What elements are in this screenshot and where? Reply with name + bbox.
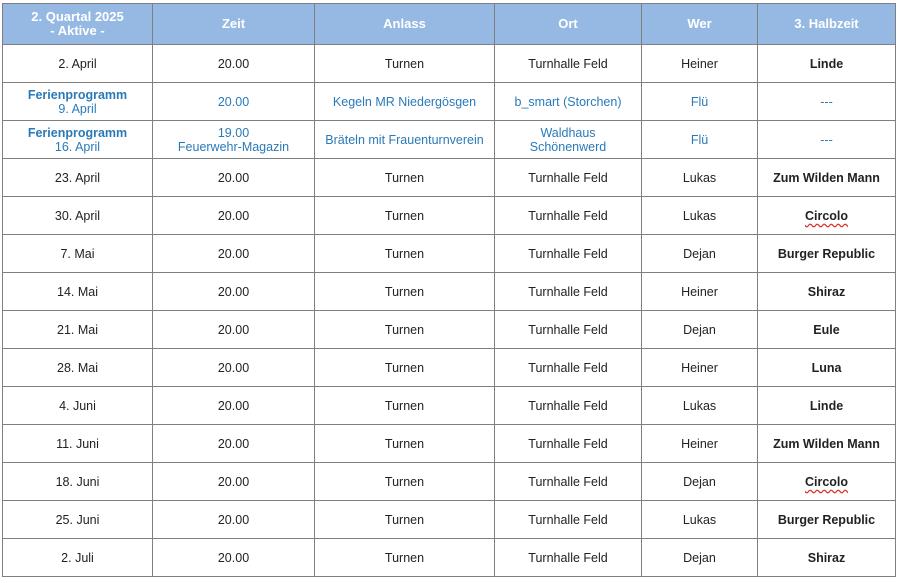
cell-halbzeit: Linde bbox=[758, 387, 896, 425]
schedule-table bbox=[2, 3, 896, 577]
cell-wer: Heiner bbox=[642, 425, 758, 463]
special-ort-line2: Schönenwerd bbox=[529, 139, 607, 154]
cell-zeit: 20.00 bbox=[153, 45, 315, 83]
cell-halbzeit bbox=[758, 463, 896, 501]
table-row bbox=[3, 311, 896, 349]
cell-wer: Flü bbox=[642, 83, 758, 121]
cell-wer: Heiner bbox=[642, 45, 758, 83]
cell-ort: Turnhalle Feld bbox=[495, 539, 642, 577]
cell-anlass: Turnen bbox=[315, 425, 495, 463]
cell-halbzeit: Shiraz bbox=[758, 273, 896, 311]
special-zeit: 19.00 bbox=[217, 125, 250, 140]
cell-zeit: 20.00 bbox=[153, 159, 315, 197]
cell-date: 23. April bbox=[3, 159, 153, 197]
cell-wer: Flü bbox=[642, 121, 758, 159]
cell-anlass: Kegeln MR Niedergösgen bbox=[315, 83, 495, 121]
ferienprogramm-label: Ferienprogramm bbox=[27, 87, 128, 102]
cell-anlass: Turnen bbox=[315, 387, 495, 425]
cell-date: 14. Mai bbox=[3, 273, 153, 311]
cell-halbzeit: --- bbox=[758, 121, 896, 159]
cell-ort: Turnhalle Feld bbox=[495, 463, 642, 501]
cell-date: 7. Mai bbox=[3, 235, 153, 273]
cell-wer: Dejan bbox=[642, 463, 758, 501]
cell-date: 21. Mai bbox=[3, 311, 153, 349]
cell-date: 18. Juni bbox=[3, 463, 153, 501]
cell-ort: Turnhalle Feld bbox=[495, 235, 642, 273]
cell-halbzeit: Shiraz bbox=[758, 539, 896, 577]
cell-wer: Lukas bbox=[642, 159, 758, 197]
cell-ort: Turnhalle Feld bbox=[495, 311, 642, 349]
cell-wer: Lukas bbox=[642, 501, 758, 539]
table-row bbox=[3, 235, 896, 273]
cell-anlass: Turnen bbox=[315, 501, 495, 539]
header-zeit: Zeit bbox=[153, 4, 315, 45]
cell-anlass: Turnen bbox=[315, 311, 495, 349]
table-row bbox=[3, 463, 896, 501]
cell-zeit: 20.00 bbox=[153, 425, 315, 463]
header-ort: Ort bbox=[495, 4, 642, 45]
cell-anlass: Turnen bbox=[315, 273, 495, 311]
table-row bbox=[3, 45, 896, 83]
header-quarter-subtitle: - Aktive - bbox=[50, 23, 105, 38]
cell-halbzeit: Zum Wilden Mann bbox=[758, 425, 896, 463]
header-quarter bbox=[3, 4, 153, 45]
cell-anlass: Turnen bbox=[315, 463, 495, 501]
table-row bbox=[3, 387, 896, 425]
cell-zeit: 20.00 bbox=[153, 349, 315, 387]
table-row-special bbox=[3, 121, 896, 159]
cell-ort: Turnhalle Feld bbox=[495, 425, 642, 463]
ferienprogramm-label: Ferienprogramm bbox=[27, 125, 128, 140]
cell-zeit bbox=[153, 121, 315, 159]
cell-anlass: Bräteln mit Frauenturnverein bbox=[315, 121, 495, 159]
cell-ort: Turnhalle Feld bbox=[495, 45, 642, 83]
cell-zeit: 20.00 bbox=[153, 387, 315, 425]
table-row bbox=[3, 425, 896, 463]
table-row bbox=[3, 501, 896, 539]
cell-zeit: 20.00 bbox=[153, 463, 315, 501]
cell-halbzeit: Zum Wilden Mann bbox=[758, 159, 896, 197]
header-wer: Wer bbox=[642, 4, 758, 45]
cell-zeit: 20.00 bbox=[153, 311, 315, 349]
cell-anlass: Turnen bbox=[315, 159, 495, 197]
header-quarter-title: 2. Quartal 2025 bbox=[31, 9, 124, 24]
cell-date bbox=[3, 121, 153, 159]
cell-date: 11. Juni bbox=[3, 425, 153, 463]
special-ort-line1: Waldhaus bbox=[540, 125, 596, 140]
cell-date bbox=[3, 83, 153, 121]
cell-anlass: Turnen bbox=[315, 197, 495, 235]
cell-anlass: Turnen bbox=[315, 349, 495, 387]
cell-wer: Heiner bbox=[642, 349, 758, 387]
table-row bbox=[3, 539, 896, 577]
cell-zeit: 20.00 bbox=[153, 197, 315, 235]
cell-date: 30. April bbox=[3, 197, 153, 235]
cell-zeit: 20.00 bbox=[153, 83, 315, 121]
cell-halbzeit: Eule bbox=[758, 311, 896, 349]
cell-wer: Lukas bbox=[642, 197, 758, 235]
cell-date: 25. Juni bbox=[3, 501, 153, 539]
header-halbzeit: 3. Halbzeit bbox=[758, 4, 896, 45]
cell-date: 2. Juli bbox=[3, 539, 153, 577]
cell-ort: Turnhalle Feld bbox=[495, 387, 642, 425]
halbzeit-name: Circolo bbox=[804, 474, 849, 489]
cell-zeit: 20.00 bbox=[153, 235, 315, 273]
cell-date: 2. April bbox=[3, 45, 153, 83]
cell-zeit: 20.00 bbox=[153, 501, 315, 539]
cell-halbzeit: --- bbox=[758, 83, 896, 121]
cell-ort: Turnhalle Feld bbox=[495, 197, 642, 235]
table-row bbox=[3, 273, 896, 311]
cell-ort: Turnhalle Feld bbox=[495, 349, 642, 387]
cell-anlass: Turnen bbox=[315, 235, 495, 273]
cell-ort: Turnhalle Feld bbox=[495, 159, 642, 197]
cell-wer: Heiner bbox=[642, 273, 758, 311]
cell-zeit: 20.00 bbox=[153, 273, 315, 311]
cell-ort bbox=[495, 121, 642, 159]
cell-ort: Turnhalle Feld bbox=[495, 273, 642, 311]
cell-halbzeit: Luna bbox=[758, 349, 896, 387]
cell-halbzeit: Linde bbox=[758, 45, 896, 83]
cell-anlass: Turnen bbox=[315, 45, 495, 83]
cell-date: 4. Juni bbox=[3, 387, 153, 425]
cell-wer: Lukas bbox=[642, 387, 758, 425]
table-row-special bbox=[3, 83, 896, 121]
cell-wer: Dejan bbox=[642, 235, 758, 273]
cell-wer: Dejan bbox=[642, 539, 758, 577]
table-row bbox=[3, 349, 896, 387]
cell-date: 28. Mai bbox=[3, 349, 153, 387]
table-row bbox=[3, 197, 896, 235]
cell-halbzeit: Burger Republic bbox=[758, 235, 896, 273]
halbzeit-name: Circolo bbox=[804, 208, 849, 223]
special-date: 9. April bbox=[58, 101, 97, 116]
cell-zeit: 20.00 bbox=[153, 539, 315, 577]
cell-ort: Turnhalle Feld bbox=[495, 501, 642, 539]
header-row bbox=[3, 4, 896, 45]
cell-wer: Dejan bbox=[642, 311, 758, 349]
cell-ort: b_smart (Storchen) bbox=[495, 83, 642, 121]
header-anlass: Anlass bbox=[315, 4, 495, 45]
table-row bbox=[3, 159, 896, 197]
special-zeit-location: Feuerwehr-Magazin bbox=[177, 139, 290, 154]
cell-halbzeit: Burger Republic bbox=[758, 501, 896, 539]
cell-anlass: Turnen bbox=[315, 539, 495, 577]
special-date: 16. April bbox=[54, 139, 101, 154]
cell-halbzeit bbox=[758, 197, 896, 235]
